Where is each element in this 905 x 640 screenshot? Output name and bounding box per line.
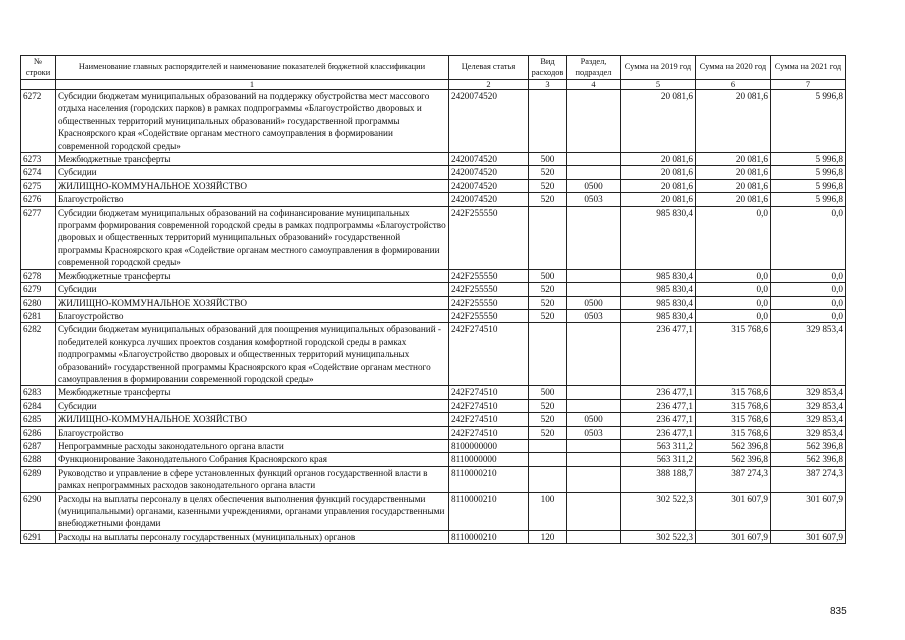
row-section xyxy=(567,492,621,530)
row-name: Функционирование Законодательного Собрания Красноярского края xyxy=(56,453,449,466)
row-number: 6285 xyxy=(21,413,56,426)
row-number: 6274 xyxy=(21,166,56,179)
row-sum-2020: 20 081,6 xyxy=(696,179,771,192)
row-section xyxy=(567,153,621,166)
row-sum-2020: 315 768,6 xyxy=(696,323,771,386)
row-sum-2020: 562 396,8 xyxy=(696,439,771,452)
row-sum-2019: 302 522,3 xyxy=(621,492,696,530)
row-sum-2021: 5 996,8 xyxy=(771,179,846,192)
row-target: 2420074520 xyxy=(449,166,529,179)
header-target: Целевая статья xyxy=(449,56,529,80)
column-number: 1 xyxy=(56,80,449,90)
row-kind xyxy=(529,439,567,452)
row-kind: 520 xyxy=(529,399,567,412)
table-body xyxy=(21,90,846,544)
row-name: Благоустройство xyxy=(56,309,449,322)
header-sum-2021: Сумма на 2021 год xyxy=(771,56,846,80)
row-kind xyxy=(529,323,567,386)
header-name: Наименование главных распорядителей и наименование показателей бюджетной классификации xyxy=(56,56,449,80)
row-target: 242F255550 xyxy=(449,309,529,322)
row-sum-2021: 562 396,8 xyxy=(771,439,846,452)
table-row xyxy=(21,530,846,543)
row-target: 242F274510 xyxy=(449,323,529,386)
row-sum-2021: 0,0 xyxy=(771,309,846,322)
column-number-blank xyxy=(21,80,56,90)
row-section xyxy=(567,206,621,269)
row-name: ЖИЛИЩНО-КОММУНАЛЬНОЕ ХОЗЯЙСТВО xyxy=(56,413,449,426)
row-sum-2020: 0,0 xyxy=(696,296,771,309)
row-sum-2020: 0,0 xyxy=(696,206,771,269)
row-name: Субсидии бюджетам муниципальных образований на поддержку обустройства мест массового отдыха населения (городских парков) в рамках подпрограммы «Благоустройство дворовых и общественных территорий муниципальных образований» государственной программы Красноярского края «Содействие органам местного самоуправления в формировании современной городской среды» xyxy=(56,90,449,153)
row-sum-2020: 20 081,6 xyxy=(696,166,771,179)
row-name: Межбюджетные трансферты xyxy=(56,153,449,166)
row-sum-2021: 329 853,4 xyxy=(771,386,846,399)
column-number: 3 xyxy=(529,80,567,90)
row-name: ЖИЛИЩНО-КОММУНАЛЬНОЕ ХОЗЯЙСТВО xyxy=(56,179,449,192)
table-row xyxy=(21,413,846,426)
budget-table xyxy=(20,55,846,544)
column-number: 2 xyxy=(449,80,529,90)
row-target: 8110000000 xyxy=(449,453,529,466)
row-section: 0500 xyxy=(567,413,621,426)
row-kind: 100 xyxy=(529,492,567,530)
row-sum-2019: 236 477,1 xyxy=(621,323,696,386)
row-kind: 520 xyxy=(529,179,567,192)
row-number: 6286 xyxy=(21,426,56,439)
row-section: 0503 xyxy=(567,426,621,439)
row-sum-2020: 301 607,9 xyxy=(696,492,771,530)
row-section: 0500 xyxy=(567,296,621,309)
row-name: Субсидии бюджетам муниципальных образований для поощрения муниципальных образований - победителей конкурса лучших проектов создания комфортной городской среды в рамках подпрограммы «Благоустройство дворовых и общественных территорий муниципальных образований» государственной программы Красноярского края «Содействие органам местного самоуправления в формировании современной городской среды» xyxy=(56,323,449,386)
header-row xyxy=(21,56,846,80)
row-target: 8110000210 xyxy=(449,530,529,543)
row-number: 6288 xyxy=(21,453,56,466)
row-number: 6283 xyxy=(21,386,56,399)
row-sum-2020: 20 081,6 xyxy=(696,90,771,153)
table-row xyxy=(21,179,846,192)
row-target: 242F274510 xyxy=(449,413,529,426)
row-sum-2019: 985 830,4 xyxy=(621,296,696,309)
row-sum-2020: 315 768,6 xyxy=(696,386,771,399)
row-section xyxy=(567,466,621,492)
row-sum-2021: 0,0 xyxy=(771,206,846,269)
row-number: 6280 xyxy=(21,296,56,309)
row-section xyxy=(567,269,621,282)
row-target: 8100000000 xyxy=(449,439,529,452)
row-sum-2019: 302 522,3 xyxy=(621,530,696,543)
row-sum-2021: 387 274,3 xyxy=(771,466,846,492)
row-sum-2020: 301 607,9 xyxy=(696,530,771,543)
table-row xyxy=(21,492,846,530)
row-section xyxy=(567,399,621,412)
header-section: Раздел, подраздел xyxy=(567,56,621,80)
row-target: 2420074520 xyxy=(449,179,529,192)
row-kind: 520 xyxy=(529,296,567,309)
row-number: 6284 xyxy=(21,399,56,412)
row-target: 8110000210 xyxy=(449,492,529,530)
table-row xyxy=(21,193,846,206)
row-number: 6272 xyxy=(21,90,56,153)
table-row xyxy=(21,90,846,153)
row-number: 6282 xyxy=(21,323,56,386)
row-sum-2019: 20 081,6 xyxy=(621,179,696,192)
header-sum-2020: Сумма на 2020 год xyxy=(696,56,771,80)
row-sum-2021: 0,0 xyxy=(771,296,846,309)
row-target: 242F255550 xyxy=(449,283,529,296)
row-kind: 520 xyxy=(529,309,567,322)
row-sum-2019: 20 081,6 xyxy=(621,90,696,153)
table-row xyxy=(21,269,846,282)
row-kind: 120 xyxy=(529,530,567,543)
row-section xyxy=(567,323,621,386)
table-row xyxy=(21,323,846,386)
row-kind: 520 xyxy=(529,413,567,426)
row-target: 242F274510 xyxy=(449,386,529,399)
row-sum-2019: 985 830,4 xyxy=(621,283,696,296)
row-sum-2019: 388 188,7 xyxy=(621,466,696,492)
row-sum-2021: 5 996,8 xyxy=(771,193,846,206)
row-name: Субсидии xyxy=(56,166,449,179)
row-sum-2021: 0,0 xyxy=(771,269,846,282)
row-number: 6277 xyxy=(21,206,56,269)
row-section: 0503 xyxy=(567,309,621,322)
column-number: 7 xyxy=(771,80,846,90)
row-sum-2019: 985 830,4 xyxy=(621,206,696,269)
row-sum-2019: 985 830,4 xyxy=(621,309,696,322)
row-target: 2420074520 xyxy=(449,90,529,153)
row-target: 242F255550 xyxy=(449,269,529,282)
column-number: 4 xyxy=(567,80,621,90)
row-sum-2019: 20 081,6 xyxy=(621,193,696,206)
row-name: Расходы на выплаты персоналу государственных (муниципальных) органов xyxy=(56,530,449,543)
row-name: Благоустройство xyxy=(56,193,449,206)
row-number: 6276 xyxy=(21,193,56,206)
row-kind xyxy=(529,206,567,269)
row-name: Расходы на выплаты персоналу в целях обеспечения выполнения функций государственными (муниципальными) органами, казенными учреждениями, органами управления государственными внебюджетными фондами xyxy=(56,492,449,530)
row-sum-2021: 0,0 xyxy=(771,283,846,296)
table-row xyxy=(21,386,846,399)
column-number-row xyxy=(21,80,846,90)
row-name: Межбюджетные трансферты xyxy=(56,269,449,282)
row-sum-2020: 562 396,8 xyxy=(696,453,771,466)
row-number: 6289 xyxy=(21,466,56,492)
row-sum-2019: 236 477,1 xyxy=(621,386,696,399)
column-number: 5 xyxy=(621,80,696,90)
row-number: 6273 xyxy=(21,153,56,166)
row-sum-2020: 387 274,3 xyxy=(696,466,771,492)
row-sum-2020: 0,0 xyxy=(696,269,771,282)
row-target: 242F255550 xyxy=(449,296,529,309)
table-row xyxy=(21,153,846,166)
table-row xyxy=(21,466,846,492)
row-sum-2020: 315 768,6 xyxy=(696,426,771,439)
table-row xyxy=(21,309,846,322)
row-name: Субсидии бюджетам муниципальных образований на софинансирование муниципальных программ формирования современной городской среды в рамках подпрограммы «Благоустройство дворовых и общественных территорий муниципальных образований» государственной программы Красноярского края «Содействие органам местного самоуправления в формировании современной городской среды» xyxy=(56,206,449,269)
row-number: 6291 xyxy=(21,530,56,543)
row-sum-2020: 0,0 xyxy=(696,283,771,296)
row-sum-2021: 562 396,8 xyxy=(771,453,846,466)
table-row xyxy=(21,439,846,452)
row-sum-2019: 236 477,1 xyxy=(621,413,696,426)
row-kind: 500 xyxy=(529,269,567,282)
row-sum-2019: 563 311,2 xyxy=(621,439,696,452)
row-section xyxy=(567,530,621,543)
row-target: 2420074520 xyxy=(449,153,529,166)
row-kind: 520 xyxy=(529,283,567,296)
row-section xyxy=(567,386,621,399)
row-section xyxy=(567,283,621,296)
row-name: ЖИЛИЩНО-КОММУНАЛЬНОЕ ХОЗЯЙСТВО xyxy=(56,296,449,309)
row-sum-2019: 985 830,4 xyxy=(621,269,696,282)
table-row xyxy=(21,426,846,439)
row-kind xyxy=(529,453,567,466)
row-sum-2021: 5 996,8 xyxy=(771,153,846,166)
row-name: Руководство и управление в сфере установленных функций органов государственной власти в рамках непрограммных расходов законодательного органа власти xyxy=(56,466,449,492)
table-row xyxy=(21,453,846,466)
row-name: Субсидии xyxy=(56,399,449,412)
row-name: Непрограммные расходы законодательного органа власти xyxy=(56,439,449,452)
row-number: 6279 xyxy=(21,283,56,296)
row-section xyxy=(567,439,621,452)
header-row-no: № строки xyxy=(21,56,56,80)
page-number: 835 xyxy=(830,606,847,617)
row-sum-2021: 301 607,9 xyxy=(771,492,846,530)
row-sum-2020: 315 768,6 xyxy=(696,413,771,426)
row-kind xyxy=(529,90,567,153)
row-target: 8110000210 xyxy=(449,466,529,492)
row-sum-2019: 20 081,6 xyxy=(621,166,696,179)
row-section xyxy=(567,90,621,153)
row-sum-2021: 5 996,8 xyxy=(771,166,846,179)
row-sum-2020: 20 081,6 xyxy=(696,153,771,166)
row-target: 242F255550 xyxy=(449,206,529,269)
row-sum-2021: 301 607,9 xyxy=(771,530,846,543)
header-sum-2019: Сумма на 2019 год xyxy=(621,56,696,80)
row-number: 6290 xyxy=(21,492,56,530)
table-row xyxy=(21,296,846,309)
row-sum-2021: 5 996,8 xyxy=(771,90,846,153)
row-sum-2021: 329 853,4 xyxy=(771,413,846,426)
row-kind: 500 xyxy=(529,153,567,166)
row-sum-2019: 20 081,6 xyxy=(621,153,696,166)
row-sum-2021: 329 853,4 xyxy=(771,399,846,412)
row-number: 6275 xyxy=(21,179,56,192)
row-number: 6287 xyxy=(21,439,56,452)
row-sum-2020: 20 081,6 xyxy=(696,193,771,206)
row-name: Межбюджетные трансферты xyxy=(56,386,449,399)
row-sum-2019: 236 477,1 xyxy=(621,399,696,412)
row-sum-2021: 329 853,4 xyxy=(771,426,846,439)
row-sum-2021: 329 853,4 xyxy=(771,323,846,386)
row-target: 2420074520 xyxy=(449,193,529,206)
row-number: 6278 xyxy=(21,269,56,282)
row-section: 0503 xyxy=(567,193,621,206)
row-kind: 520 xyxy=(529,193,567,206)
table-row xyxy=(21,283,846,296)
row-name: Субсидии xyxy=(56,283,449,296)
row-target: 242F274510 xyxy=(449,399,529,412)
row-target: 242F274510 xyxy=(449,426,529,439)
row-kind: 520 xyxy=(529,166,567,179)
row-sum-2020: 0,0 xyxy=(696,309,771,322)
table-row xyxy=(21,399,846,412)
row-section xyxy=(567,166,621,179)
row-kind xyxy=(529,466,567,492)
row-number: 6281 xyxy=(21,309,56,322)
row-sum-2019: 563 311,2 xyxy=(621,453,696,466)
row-kind: 520 xyxy=(529,426,567,439)
header-kind: Вид расходов xyxy=(529,56,567,80)
row-section: 0500 xyxy=(567,179,621,192)
column-number: 6 xyxy=(696,80,771,90)
table-row xyxy=(21,166,846,179)
row-sum-2020: 315 768,6 xyxy=(696,399,771,412)
row-sum-2019: 236 477,1 xyxy=(621,426,696,439)
row-kind: 500 xyxy=(529,386,567,399)
row-name: Благоустройство xyxy=(56,426,449,439)
row-section xyxy=(567,453,621,466)
table-row xyxy=(21,206,846,269)
